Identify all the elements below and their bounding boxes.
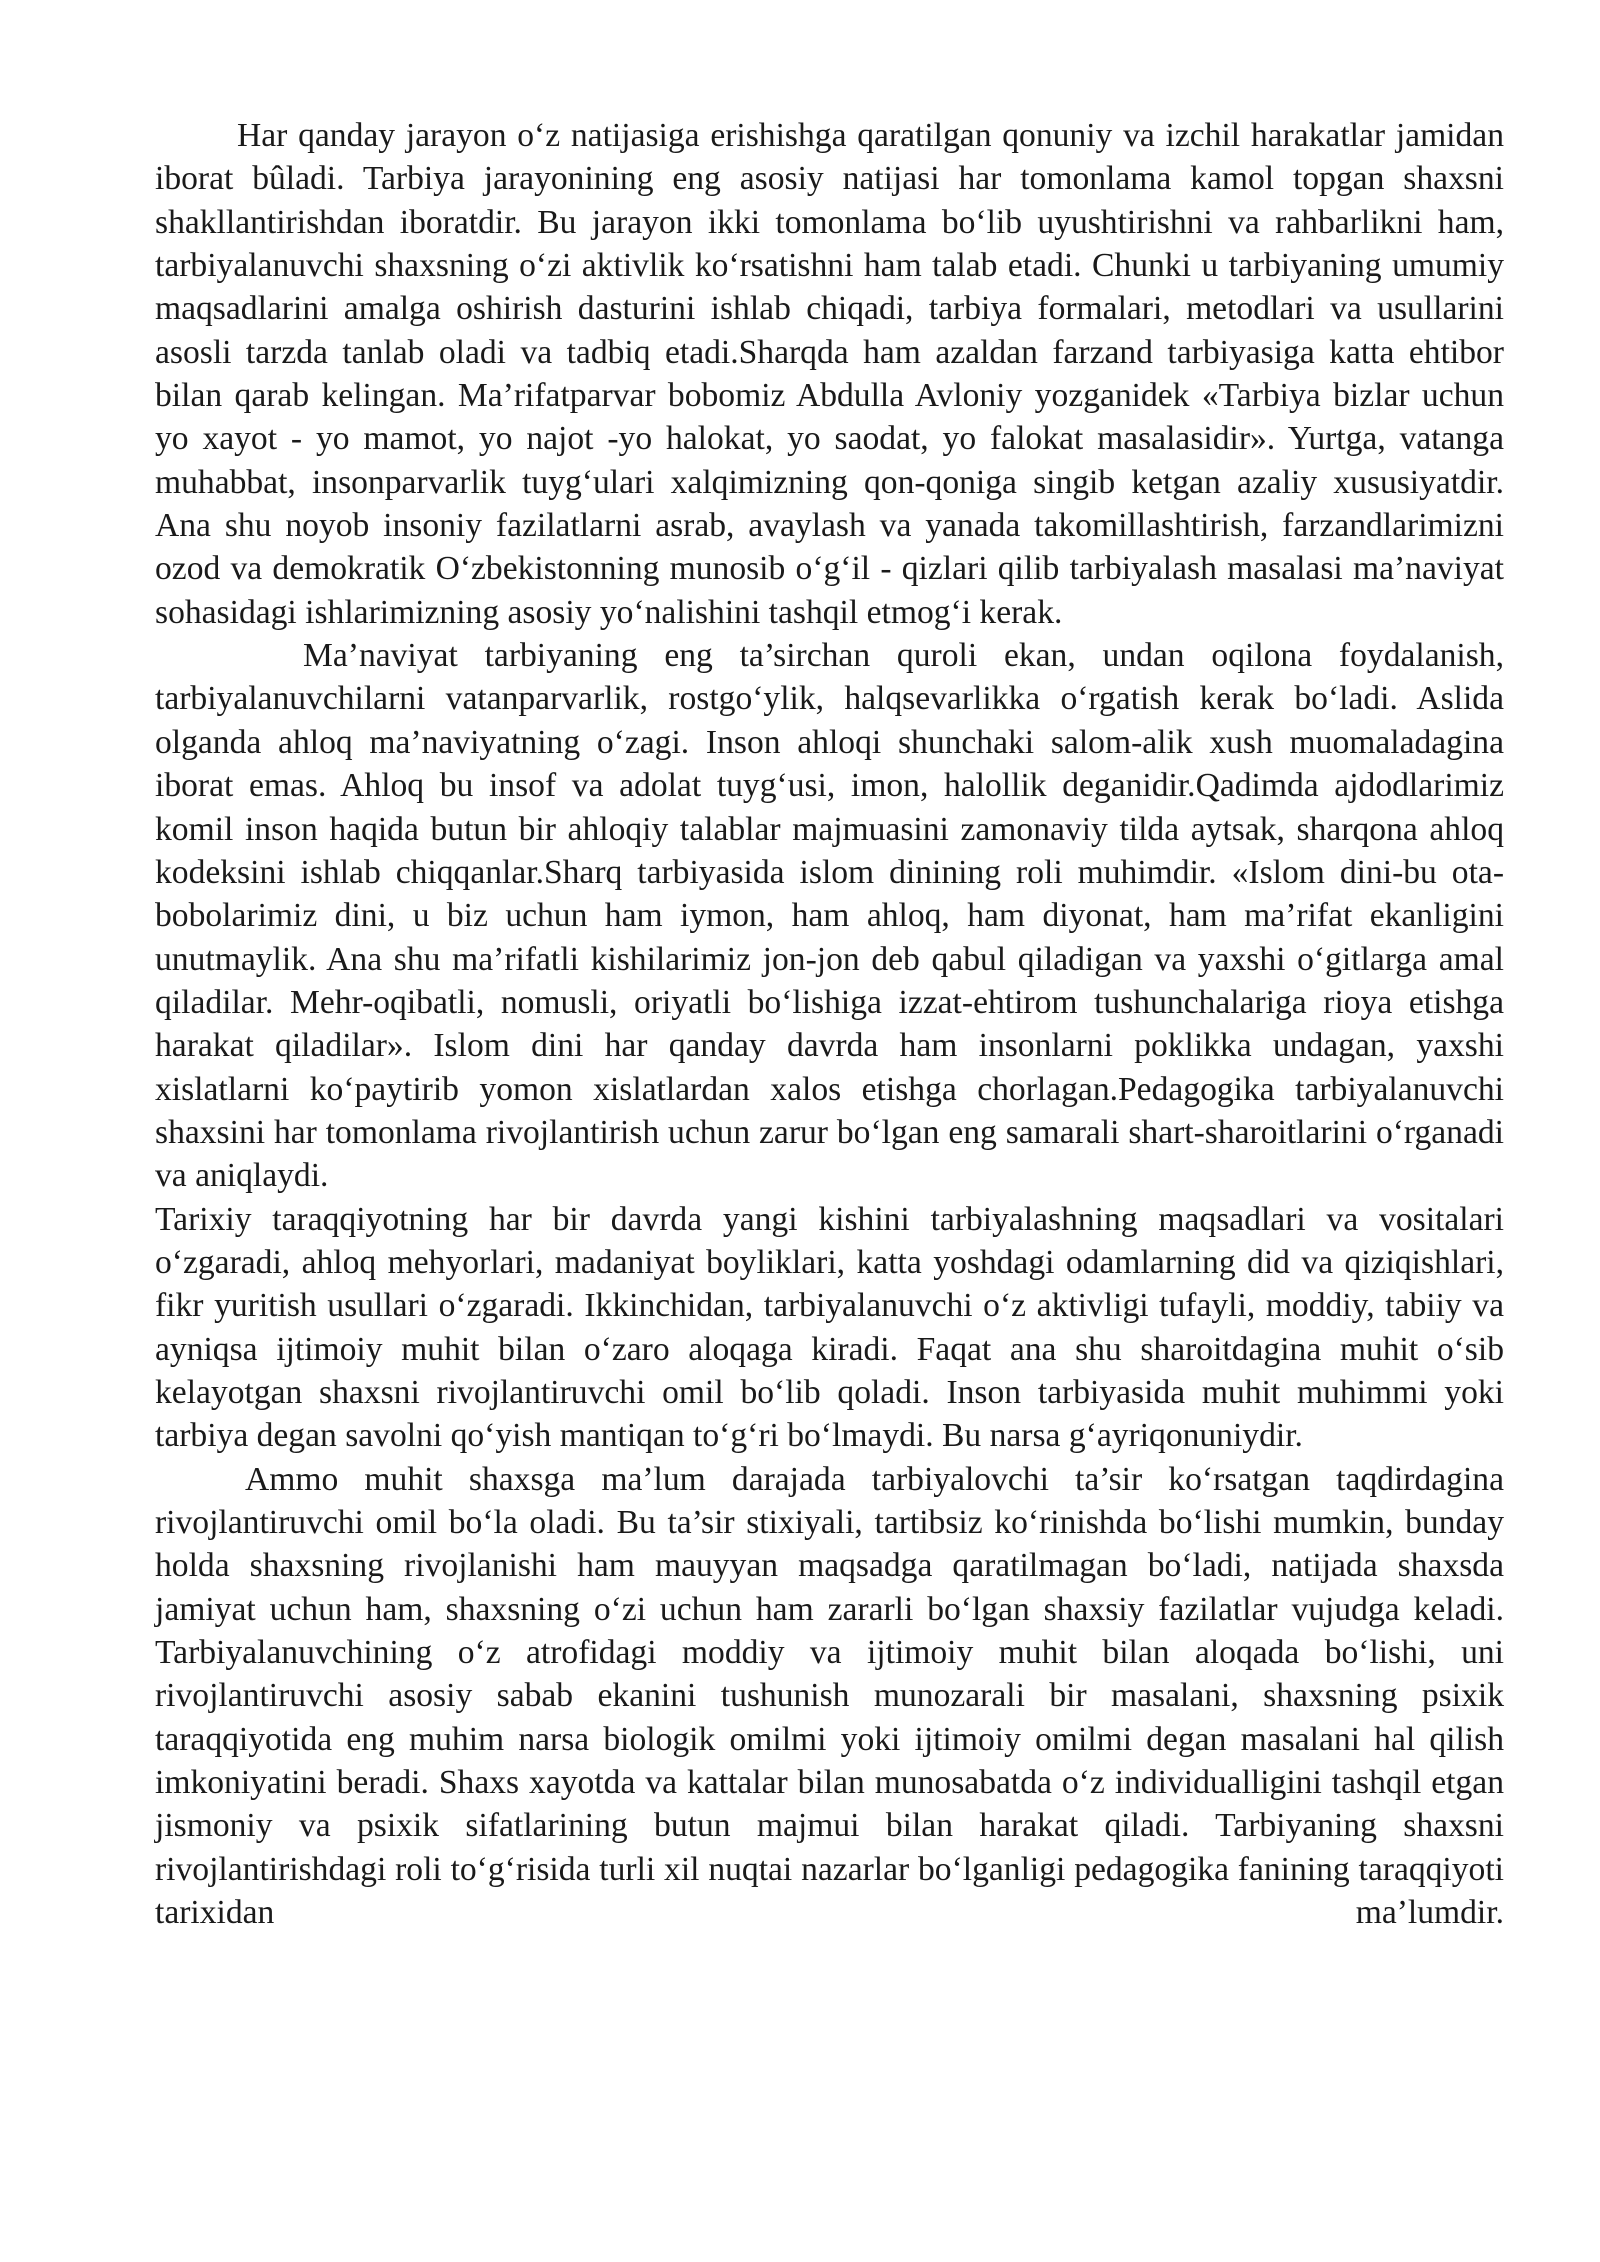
paragraph-2: Ma’naviyat tarbiyaning eng ta’sirchan quroli ekan, undan oqilona foydalanish, tarbiyalanuvchilarni vatanparvarlik, rostgo‘ylik, halqsevarlikka o‘rgatish kerak bo‘ladi. Aslida olganda ahloq ma’naviyatning o‘zagi. Inson ahloqi shunchaki salom-alik xush muomaladagina iborat emas. Ahloq bu insof va adolat tuyg‘usi, imon, halollik deganidir.Qadimda ajdodlarimiz komil inson haqida butun bir ahloqiy talablar majmuasini zamonaviy tilda aytsak, sharqona ahloq kodeksini ishlab chiqqanlar.Sharq tarbiyasida islom dinining roli muhimdir. «Islom dini-bu ota-bobolarimiz dini, u biz uchun ham iymon, ham ahloq, ham diyonat, ham ma’rifat ekanligini unutmaylik. Ana shu ma’rifatli kishilarimiz jon-jon deb qabul qiladigan va yaxshi o‘gitlarga amal qiladilar. Mehr-oqibatli, nomusli, oriyatli bo‘lishiga izzat-ehtirom tushunchalariga rioya etishga harakat qiladilar». Islom dini har qanday davrda ham insonlarni poklikka undagan, yaxshi xislatlarni ko‘paytirib yomon xislatlardan xalos etishga chorlagan.Pedagogika tarbiyalanuvchi shaxsini har tomonlama rivojlantirish uchun zarur bo‘lgan eng samarali shart-sharoitlarini o‘rganadi va aniqlaydi. <box>155 637 1504 1195</box>
paragraph-1: Har qanday jarayon o‘z natijasiga erishishga qaratilgan qonuniy va izchil harakatlar jamidan iborat bûladi. Tarbiya jarayonining eng asosiy natijasi har tomonlama kamol topgan shaxsni shakllantirishdan iboratdir. Bu jarayon ikki tomonlama bo‘lib uyushtirishni va rahbarlikni ham, tarbiyalanuvchi shaxsning o‘zi aktivlik ko‘rsatishni ham talab etadi. Chunki u tarbiyaning umumiy maqsadlarini amalga oshirish dasturini ishlab chiqadi, tarbiya formalari, metodlari va usullarini asosli tarzda tanlab oladi va tadbiq etadi.Sharqda ham azaldan farzand tarbiyasiga katta ehtibor bilan qarab kelingan. Ma’rifatparvar bobomiz Abdulla Avloniy yozganidek «Tarbiya bizlar uchun yo xayot - yo mamot, yo najot -yo halokat, yo saodat, yo falokat masalasidir». Yurtga, vatanga muhabbat, insonparvarlik tuyg‘ulari xalqimizning qon-qoniga singib ketgan azaliy xususiyatdir. Ana shu noyob insoniy fazilatlarni asrab, avaylash va yanada takomillashtirish, farzandlarimizni ozod va demokratik O‘zbekistonning munosib o‘g‘il - qizlari qilib tarbiyalash masalasi ma’naviyat sohasidagi ishlarimizning asosiy yo‘nalishini tashqil etmog‘i kerak. <box>155 117 1504 631</box>
paragraph-3: Tarixiy taraqqiyotning har bir davrda yangi kishini tarbiyalashning maqsadlari va vositalari o‘zgaradi, ahloq mehyorlari, madaniyat boyliklari, katta yoshdagi odamlarning did va qiziqishlari, fikr yuritish usullari o‘zgaradi. Ikkinchidan, tarbiyalanuvchi o‘z aktivligi tufayli, moddiy, tabiiy va ayniqsa ijtimoiy muhit bilan o‘zaro aloqaga kiradi. Faqat ana shu sharoitdagina muhit o‘sib kelayotgan shaxsni rivojlantiruvchi omil bo‘lib qoladi. Inson tarbiyasida muhit muhimmi yoki tarbiya degan savolni qo‘yish mantiqan to‘g‘ri bo‘lmaydi. Bu narsa g‘ayriqonuniydir. <box>155 1200 1504 1455</box>
paragraph-4: Ammo muhit shaxsga ma’lum darajada tarbiyalovchi ta’sir ko‘rsatgan taqdirdagina rivojlantiruvchi omil bo‘la oladi. Bu ta’sir stixiyali, tartibsiz ko‘rinishda bo‘lishi mumkin, bunday holda shaxsning rivojlanishi ham mauyyan maqsadga qaratilmagan bo‘ladi, natijada shaxsda jamiyat uchun ham, shaxsning o‘zi uchun ham zararli bo‘lgan shaxsiy fazilatlar vujudga keladi. Tarbiyalanuvchining o‘z atrofidagi moddiy va ijtimoiy muhit bilan aloqada bo‘lishi, uni rivojlantiruvchi asosiy sabab ekanini tushunish munozarali bir masalani, shaxsning psixik taraqqiyotida eng muhim narsa biologik omilmi yoki ijtimoiy omilmi degan masalani hal qilish imkoniyatini beradi. Shaxs xayotda va kattalar bilan munosabatda o‘z individualligini tashqil etgan jismoniy va psixik sifatlarining butun majmui bilan harakat qiladi. Tarbiyaning shaxsni rivojlantirishdagi roli to‘g‘risida turli xil nuqtai nazarlar bo‘lganligi pedagogika fanining taraqqiyoti tarixidan ma’lumdir. <box>155 1460 1504 1932</box>
document-page <box>155 114 1504 1934</box>
